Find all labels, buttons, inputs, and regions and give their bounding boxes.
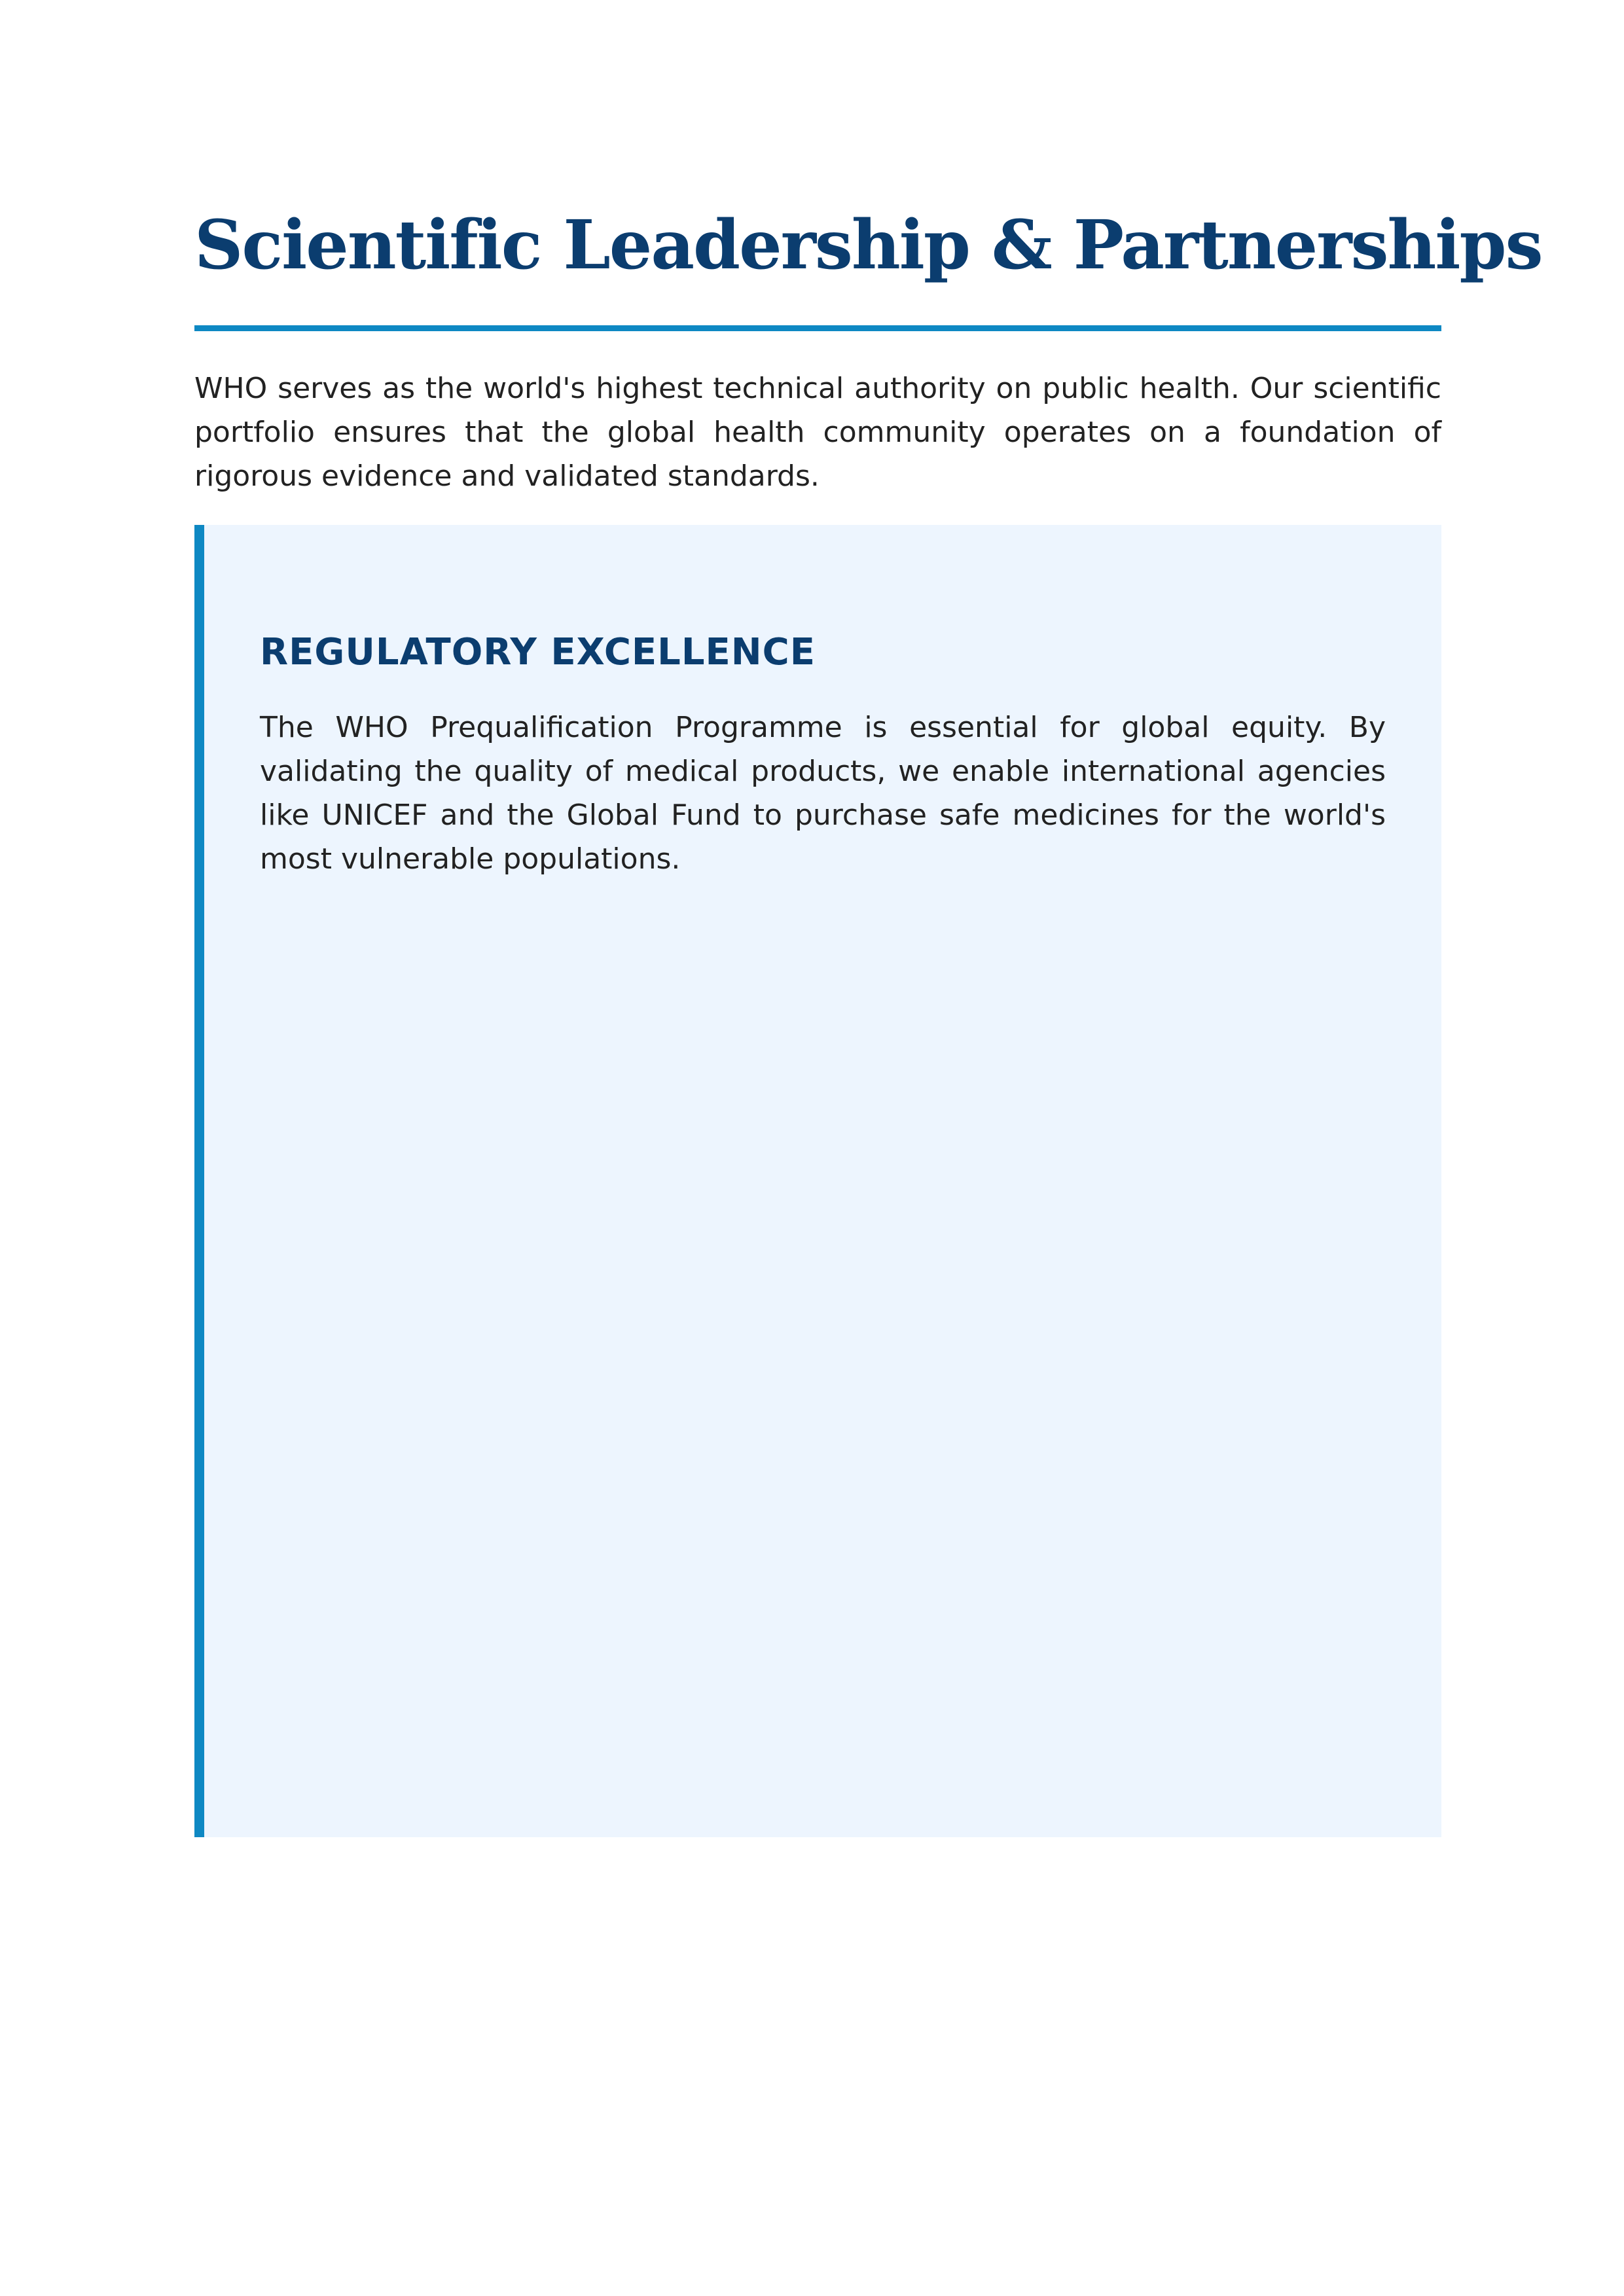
title-divider — [194, 325, 1441, 331]
page-title: Scientific Leadership & Partnerships — [194, 206, 1542, 285]
callout-body: The WHO Prequalification Programme is essential for global equity. By validating the quality of medical products, we enable international agencies like UNICEF and the Global Fund to purchase safe medicines for the world's most vulnerable populations. — [260, 711, 1386, 876]
callout-heading: REGULATORY EXCELLENCE — [260, 631, 816, 673]
intro-paragraph: WHO serves as the world's highest technical authority on public health. Our scientific portfolio ensures that the global health community operates on a foundation of rigorous evidence and validated standards. — [194, 372, 1441, 493]
regulatory-excellence-callout — [194, 525, 1441, 1837]
